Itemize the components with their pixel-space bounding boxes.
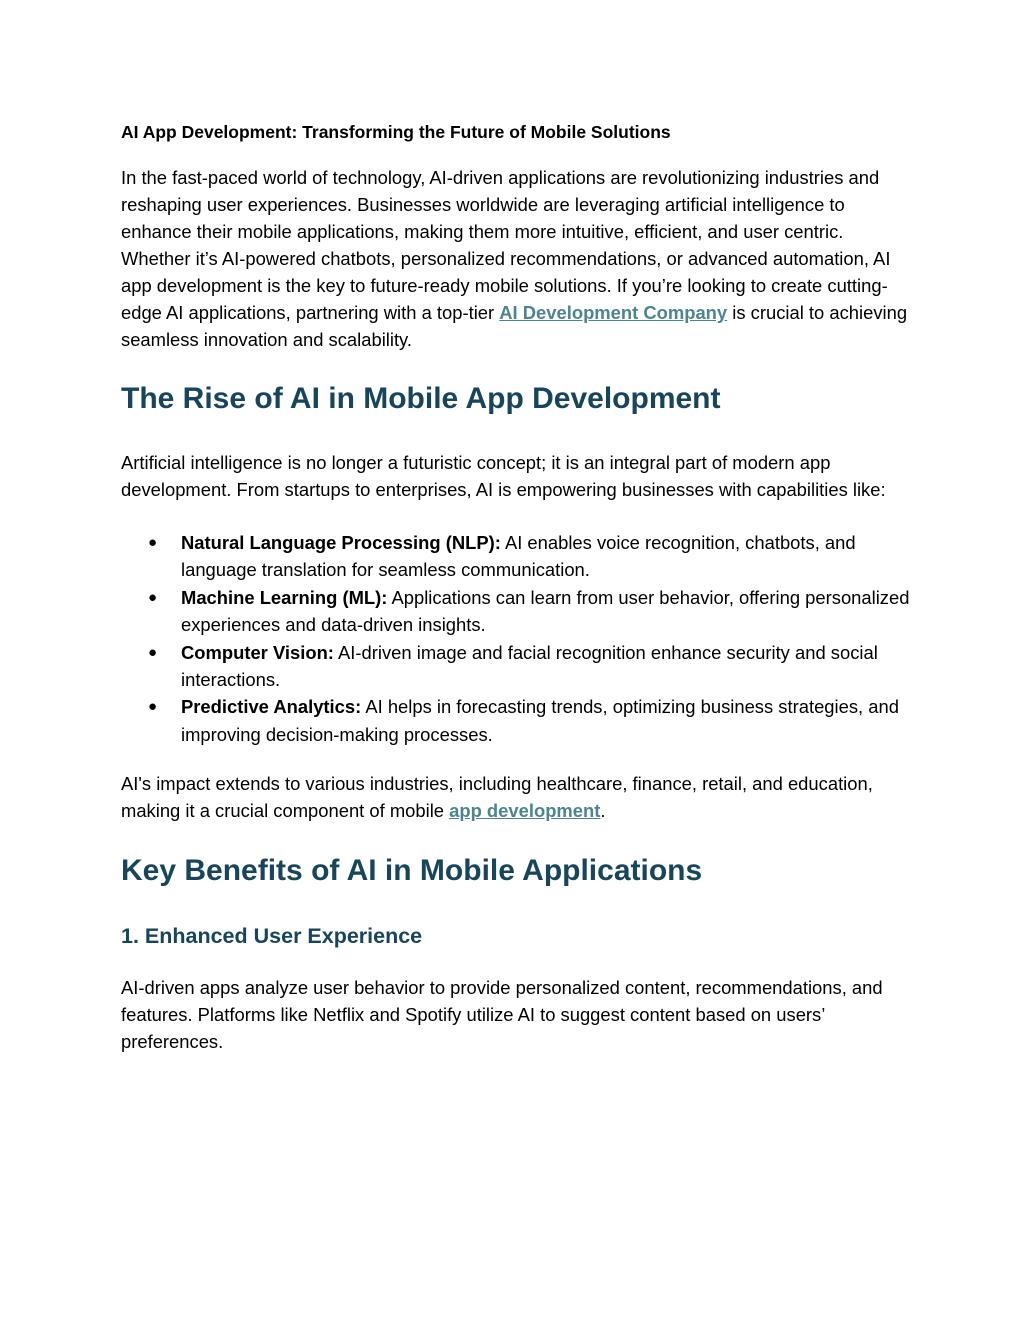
intro-text-before-link: In the fast-paced world of technology, AI-driven applications are revolutionizing industries and reshaping user experiences. Businesses worldwide are leveraging artificial intelligence to enhance their mobile applications, making them more intuitive, efficient, and user centric. Whether it’s AI-powered chatbots, personalized recommendations, or advanced automation, AI app development is the key to future-ready mobile solutions. If you’re looking to create cutting-edge AI applications, partnering with a top-tier	[121, 167, 891, 323]
ai-impact-paragraph	[121, 770, 911, 824]
document-content	[121, 120, 911, 1055]
list-item-text: AI-driven image and facial recognition enhance security and social interactions.	[181, 641, 878, 691]
document-title: AI App Development: Transforming the Future of Mobile Solutions	[121, 122, 671, 142]
section-heading-rise-of-ai: The Rise of AI in Mobile App Development	[121, 382, 721, 415]
subsection-heading-enhanced-ux: 1. Enhanced User Experience	[121, 924, 423, 949]
list-item	[121, 693, 911, 748]
list-item-text: AI helps in forecasting trends, optimizing business strategies, and improving decision-making processes.	[181, 696, 899, 745]
impact-text-before-link: AI's impact extends to various industries, including healthcare, finance, retail, and education, making it a crucial component of mobile	[121, 773, 873, 822]
list-item-term: Machine Learning (ML):	[181, 586, 388, 608]
app-development-link[interactable]: app development	[449, 800, 601, 822]
section-paragraph-capabilities: Artificial intelligence is no longer a futuristic concept; it is an integral part of modern app development. From startups to enterprises, AI is empowering businesses with capabilities like:	[121, 452, 886, 500]
list-item	[121, 584, 911, 639]
subsection-paragraph-enhanced-ux: AI-driven apps analyze user behavior to provide personalized content, recommendations, and features. Platforms like Netflix and Spotify utilize AI to suggest content based on users’ preferences.	[121, 977, 883, 1053]
intro-paragraph	[121, 164, 911, 353]
list-item-term: Computer Vision:	[181, 641, 334, 663]
list-item-text: Applications can learn from user behavior, offering personalized experiences and data-driven insights.	[181, 586, 910, 636]
bullet-icon: ●	[148, 588, 158, 606]
list-item	[121, 639, 911, 694]
list-item-term: Predictive Analytics:	[181, 696, 362, 718]
bullet-icon: ●	[148, 534, 158, 551]
capabilities-list	[121, 529, 911, 748]
list-item	[121, 529, 911, 584]
bullet-icon: ●	[148, 643, 158, 661]
section-heading-key-benefits: Key Benefits of AI in Mobile Applications	[121, 854, 703, 888]
intro-text-after-link: is crucial to achieving seamless innovation and scalability.	[121, 302, 908, 350]
bullet-icon: ●	[148, 698, 158, 716]
impact-text-after-link: .	[600, 800, 606, 822]
list-item-text: AI enables voice recognition, chatbots, and language translation for seamless communication.	[181, 532, 856, 581]
list-item-term: Natural Language Processing (NLP):	[181, 532, 501, 553]
ai-development-company-link[interactable]: AI Development Company	[499, 302, 728, 323]
